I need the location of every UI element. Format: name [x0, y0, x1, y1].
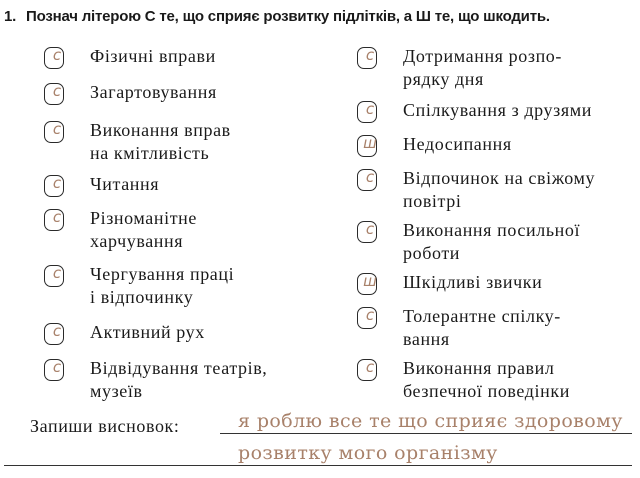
- task-instruction: [4, 8, 638, 25]
- conclusion-text-line2[interactable]: розвитку мого організму: [238, 442, 498, 464]
- item-label: Загартовування: [90, 82, 217, 102]
- item-label: Відвідування театрів, музеїв: [90, 358, 268, 401]
- item-label: Дотримання розпо- рядку дня: [403, 46, 562, 89]
- answer-box[interactable]: [357, 169, 377, 191]
- answer-box[interactable]: [357, 135, 377, 157]
- answer-box[interactable]: [44, 175, 64, 197]
- item-label: Фізичні вправи: [90, 46, 216, 66]
- answer-box[interactable]: [44, 121, 64, 143]
- answer-mark: с: [365, 358, 375, 376]
- answer-mark: с: [52, 358, 62, 376]
- task-text: Познач літерою С те, що сприяє розвитку підлітків, а Ш те, що шкодить.: [26, 8, 550, 25]
- answer-mark: с: [52, 46, 62, 64]
- answer-line-1: [220, 433, 632, 434]
- conclusion-label: Запиши висновок:: [30, 416, 180, 436]
- answer-box[interactable]: [357, 101, 377, 123]
- answer-box[interactable]: [44, 209, 64, 231]
- item-label: Різноманітне харчування: [90, 208, 197, 251]
- answer-mark: ш: [363, 272, 377, 290]
- answer-mark: с: [365, 220, 375, 238]
- item-label: Шкідливі звички: [403, 272, 543, 292]
- answer-box[interactable]: [357, 47, 377, 69]
- item-label: Спілкування з друзями: [403, 100, 592, 120]
- answer-mark: с: [52, 264, 62, 282]
- answer-box[interactable]: [44, 323, 64, 345]
- answer-line-2: [4, 465, 632, 466]
- answer-box[interactable]: [357, 273, 377, 295]
- answer-mark: с: [52, 208, 62, 226]
- item-label: Толерантне спілку- вання: [403, 306, 561, 349]
- conclusion-text-line1[interactable]: я роблю все те що сприяє здоровому: [238, 410, 623, 432]
- item-label: Чергування праці і відпочинку: [90, 264, 235, 307]
- answer-box[interactable]: [357, 359, 377, 381]
- answer-mark: с: [365, 306, 375, 324]
- item-label: Недосипання: [403, 134, 512, 154]
- answer-mark: с: [52, 322, 62, 340]
- item-label: Виконання вправ на кмітливість: [90, 120, 231, 163]
- answer-box[interactable]: [44, 83, 64, 105]
- item-label: Активний рух: [90, 322, 205, 342]
- answer-box[interactable]: [357, 221, 377, 243]
- answer-mark: с: [365, 100, 375, 118]
- answer-mark: с: [52, 174, 62, 192]
- answer-mark: с: [52, 120, 62, 138]
- answer-box[interactable]: [44, 47, 64, 69]
- answer-box[interactable]: [357, 307, 377, 329]
- answer-mark: с: [365, 46, 375, 64]
- item-label: Відпочинок на свіжому повітрі: [403, 168, 596, 211]
- task-number: 1.: [4, 8, 17, 25]
- answer-box[interactable]: [44, 359, 64, 381]
- answer-mark: ш: [363, 134, 377, 152]
- item-label: Читання: [90, 174, 160, 194]
- item-label: Виконання посильної роботи: [403, 220, 581, 263]
- answer-box[interactable]: [44, 265, 64, 287]
- answer-mark: с: [365, 168, 375, 186]
- answer-mark: с: [52, 82, 62, 100]
- item-label: Виконання правил безпечної поведінки: [403, 358, 570, 401]
